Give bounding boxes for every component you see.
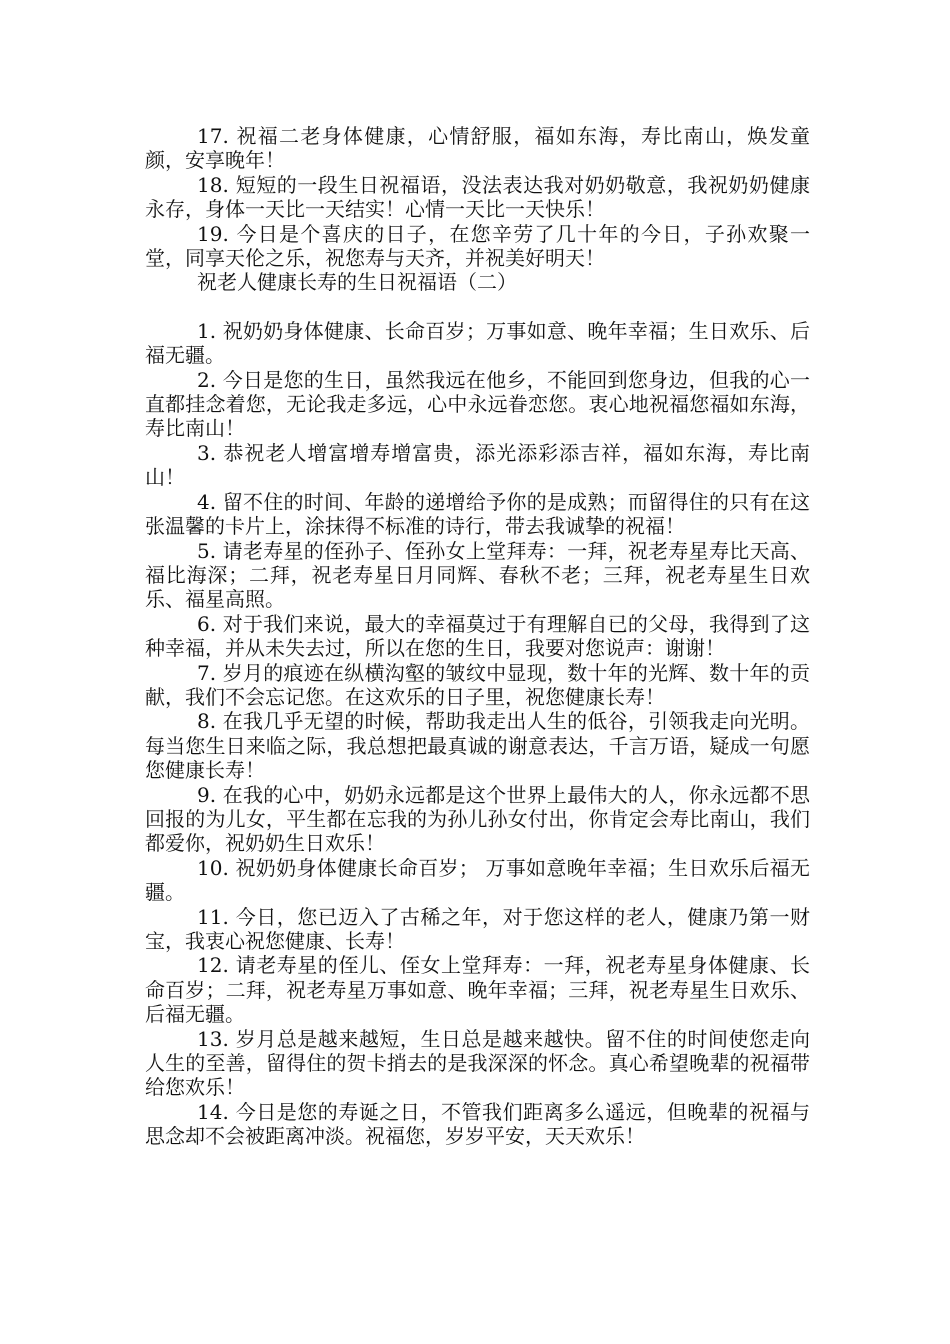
paragraph-2: 2. 今日是您的生日，虽然我远在他乡，不能回到您身边，但我的心一直都挂念着您，无论我走多远，心中永远眷恋您。衷心地祝福您福如东海，寿比南山！: [145, 367, 810, 441]
document-body: [145, 124, 810, 1149]
paragraph-1: 1. 祝奶奶身体健康、长命百岁；万事如意、晚年幸福；生日欢乐、后福无疆。: [145, 318, 810, 368]
paragraph-17: 17. 祝福二老身体健康，心情舒服，福如东海，寿比南山，焕发童颜，安享晚年！: [145, 124, 810, 173]
paragraph-6: 6. 对于我们来说，最大的幸福莫过于有理解自已的父母，我得到了这种幸福，并从未失去过，所以在您的生日，我要对您说声：谢谢！: [145, 611, 810, 661]
paragraph-12: 12. 请老寿星的侄儿、侄女上堂拜寿：一拜，祝老寿星身体健康、长命百岁；二拜，祝老寿星万事如意、晚年幸福；三拜，祝老寿星生日欢乐、后福无疆。: [145, 953, 810, 1027]
paragraph-8: 8. 在我几乎无望的时候，帮助我走出人生的低谷，引领我走向光明。每当您生日来临之际，我总想把最真诚的谢意表达，千言万语，疑成一句愿您健康长寿！: [145, 709, 810, 783]
paragraph-4: 4. 留不住的时间、年龄的递增给予你的是成熟；而留得住的只有在这张温馨的卡片上，涂抹得不标准的诗行，带去我诚挚的祝福！: [145, 489, 810, 539]
paragraph-3: 3. 恭祝老人增富增寿增富贵，添光添彩添吉祥，福如东海，寿比南山！: [145, 440, 810, 490]
paragraph-10: 10. 祝奶奶身体健康长命百岁； 万事如意晚年幸福；生日欢乐后福无疆。: [145, 855, 810, 905]
paragraph-13: 13. 岁月总是越来越短，生日总是越来越快。留不住的时间使您走向人生的至善，留得住的贺卡捎去的是我深深的怀念。真心希望晚辈的祝福带给您欢乐！: [145, 1026, 810, 1100]
paragraph-19: 19. 今日是个喜庆的日子，在您辛劳了几十年的今日，子孙欢聚一堂，同享天伦之乐，祝您寿与天齐，并祝美好明天！: [145, 221, 810, 271]
paragraph-14: 14. 今日是您的寿诞之日，不管我们距离多么遥远，但晚辈的祝福与思念却不会被距离冲淡。祝福您，岁岁平安，天天欢乐！: [145, 1099, 810, 1149]
paragraph-9: 9. 在我的心中，奶奶永远都是这个世界上最伟大的人，你永远都不思回报的为儿女，平生都在忘我的为孙儿孙女付出，你肯定会寿比南山，我们都爱你，祝奶奶生日欢乐！: [145, 782, 810, 856]
paragraph-7: 7. 岁月的痕迹在纵横沟壑的皱纹中显现，数十年的光辉、数十年的贡献，我们不会忘记您。在这欢乐的日子里，祝您健康长寿！: [145, 660, 810, 709]
paragraph-18: 18. 短短的一段生日祝福语，没法表达我对奶奶敬意，我祝奶奶健康永存，身体一天比一天结实！心情一天比一天快乐！: [145, 172, 810, 222]
section-title: 祝老人健康长寿的生日祝福语（二）: [197, 270, 517, 295]
paragraph-11: 11. 今日，您已迈入了古稀之年，对于您这样的老人，健康乃第一财宝，我衷心祝您健康、长寿！: [145, 904, 810, 953]
blank-line: [145, 295, 810, 319]
paragraph-5: 5. 请老寿星的侄孙子、侄孙女上堂拜寿：一拜，祝老寿星寿比天高、福比海深；二拜，祝老寿星日月同辉、春秋不老；三拜，祝老寿星生日欢乐、福星高照。: [145, 538, 810, 612]
